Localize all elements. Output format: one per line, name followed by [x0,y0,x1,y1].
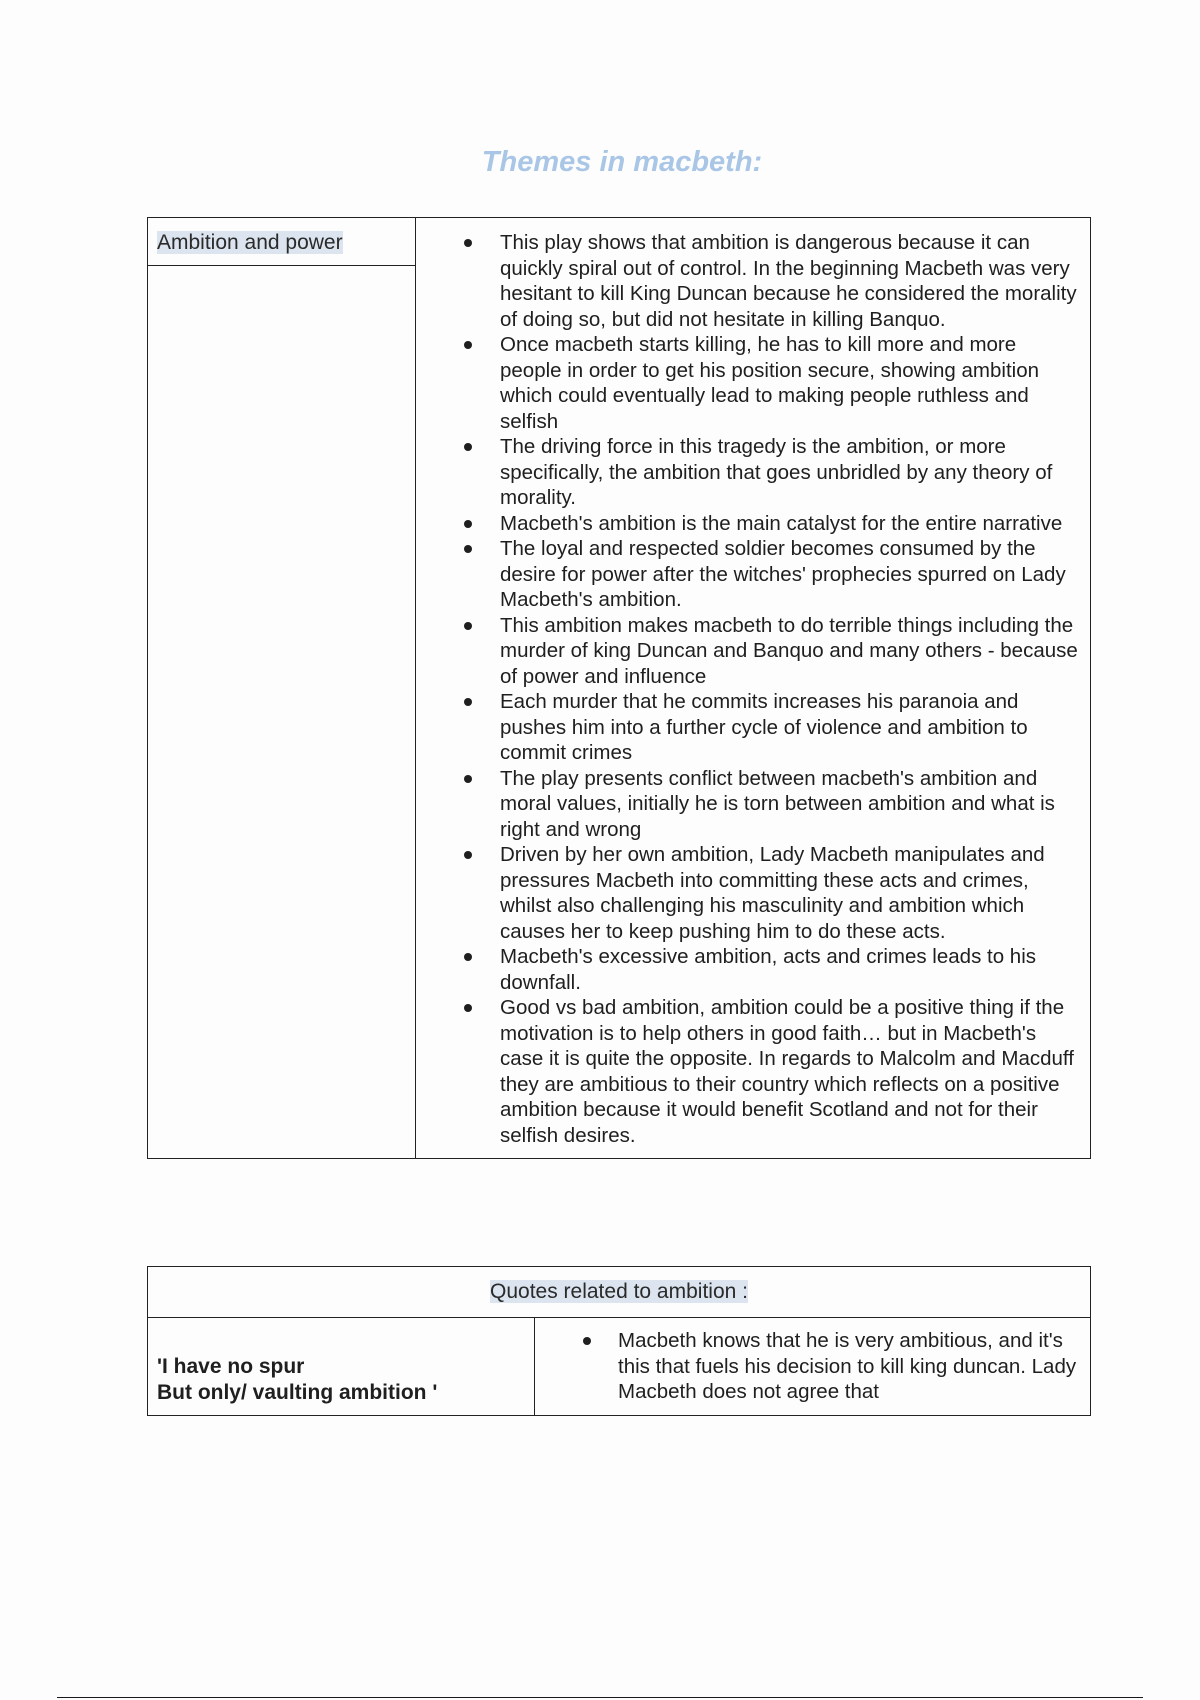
quote-cell [148,1318,535,1416]
point-text: The play presents conflict between macbeth's ambition and moral values, initially he is torn between ambition and what is right and wrong [500,766,1055,841]
point-text: Each murder that he commits increases his paranoia and pushes him into a further cycle of violence and ambition to commit crimes [500,690,1028,764]
point-text: Driven by her own ambition, Lady Macbeth manipulates and pressures Macbeth into committing these acts and crimes, whilst also challenging his masculinity and ambition which causes her to keep pushing him to do these acts. [500,843,1045,943]
bullet-icon [464,239,472,247]
quote-notes-list [535,1328,1078,1405]
bullet-icon [464,520,472,528]
list-item [416,613,1078,690]
list-item [416,944,1078,995]
list-item [416,332,1078,434]
quotes-header-cell [148,1267,1091,1318]
list-item [416,230,1078,332]
point-text: Once macbeth starts killing, he has to kill more and more people in order to get his position secure, showing ambition which could eventually lead to making people ruthless and selfish [500,333,1040,433]
bullet-icon [464,775,472,783]
point-text: This ambition makes macbeth to do terrible things including the murder of king Duncan and Banquo and many others - because of power and influence [500,613,1078,688]
themes-table [147,217,1091,1159]
bullet-icon [464,1004,472,1012]
theme-points-list [416,230,1078,1148]
point-text: The loyal and respected soldier becomes consumed by the desire for power after the witches' prophecies spurred on Lady Macbeth's ambition. [500,537,1066,611]
bullet-icon [464,545,472,553]
point-text: Good vs bad ambition, ambition could be a positive thing if the motivation is to help others in good faith… but in Macbeth's case it is quite the opposite. In regards to Malcolm and Macduff they are ambitious to their country which reflects on a positive ambition because it would benefit Scotland and not for their selfish desires. [500,996,1074,1147]
point-text: Macbeth's ambition is the main catalyst for the entire narrative [500,511,1063,535]
list-item [416,842,1078,944]
quote-line: But only/ vaulting ambition ' [157,1380,438,1404]
note-text: Macbeth knows that he is very ambitious, and it's this that fuels his decision to kill king duncan. Lady Macbeth does not agree that [618,1329,1077,1403]
page-divider [57,1697,1143,1698]
list-item [535,1328,1078,1405]
list-item [416,434,1078,511]
list-item [416,995,1078,1148]
table-row [148,1318,1091,1416]
theme-label: Ambition and power [157,231,343,254]
quote-line: 'I have no spur [157,1354,305,1378]
bullet-icon [464,443,472,451]
point-text: Macbeth's excessive ambition, acts and crimes leads to his downfall. [500,945,1037,994]
page-title: Themes in macbeth: [481,146,763,178]
quotes-table [147,1266,1091,1416]
quotes-header: Quotes related to ambition : [490,1280,748,1303]
theme-label-box [148,218,415,266]
table-row [148,1267,1091,1318]
list-item [416,511,1078,537]
theme-label-cell [148,218,416,1159]
quote-notes-cell [535,1318,1091,1416]
bullet-icon [464,698,472,706]
bullet-icon [464,622,472,630]
list-item [416,536,1078,613]
list-item [416,766,1078,843]
point-text: The driving force in this tragedy is the ambition, or more specifically, the ambition that goes unbridled by any theory of morality. [500,435,1053,509]
bullet-icon [583,1337,591,1345]
bullet-icon [464,341,472,349]
point-text: This play shows that ambition is dangerous because it can quickly spiral out of control. In the beginning Macbeth was very hesitant to kill King Duncan because he considered the morality of doing so, but did not hesitate in killing Banquo. [500,231,1077,331]
list-item [416,689,1078,766]
bullet-icon [464,851,472,859]
bullet-icon [464,953,472,961]
theme-points-cell [416,218,1091,1159]
table-row [148,218,1091,1159]
